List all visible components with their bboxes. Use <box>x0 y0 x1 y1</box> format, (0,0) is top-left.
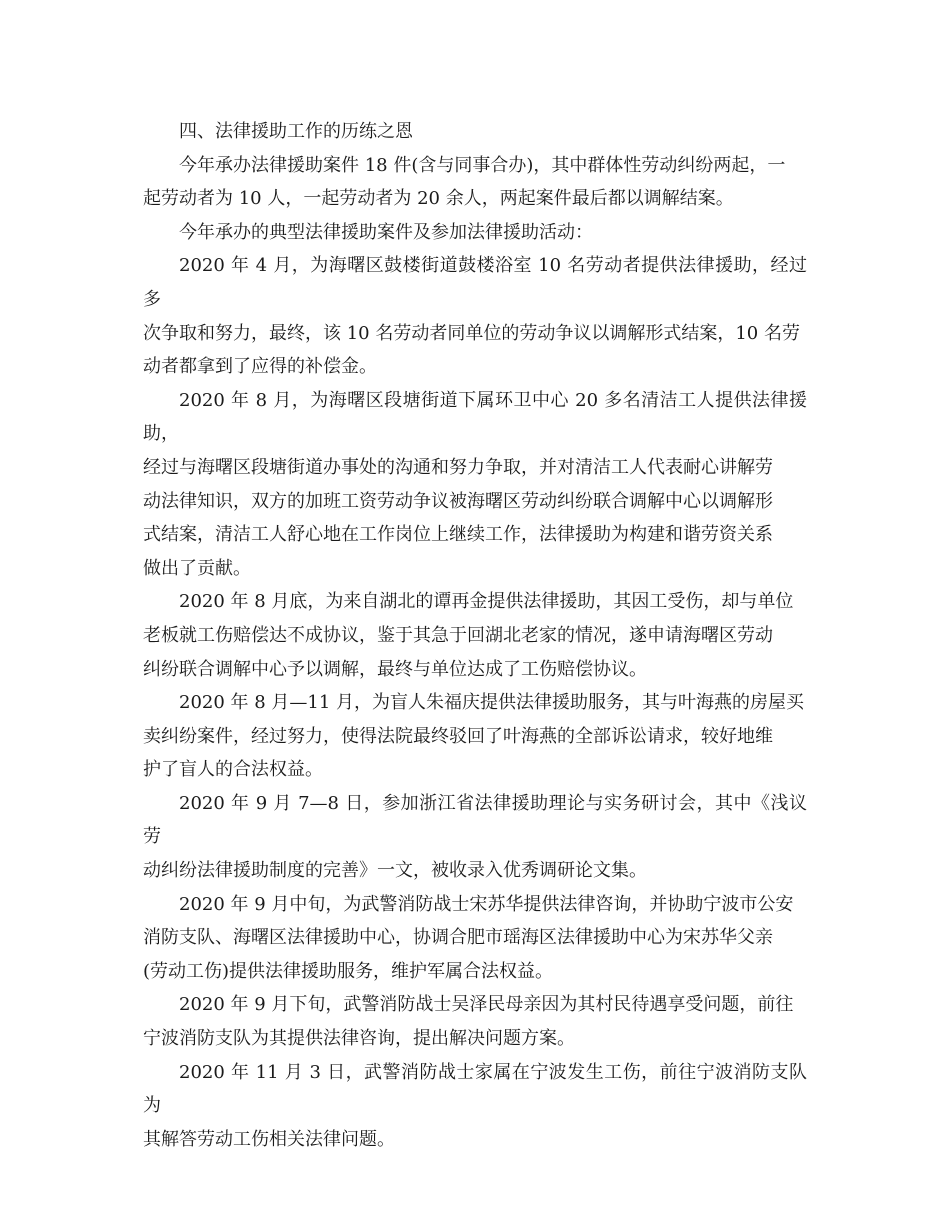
paragraph-seminar: 2020 年 9 月 7—8 日，参加浙江省法律援助理论与实务研讨会，其中《浅议劳 动纠纷法律援助制度的完善》一文，被收录入优秀调研论文集。 <box>143 792 807 882</box>
paragraph-case-count: 今年承办法律援助案件 18 件(含与同事合办)，其中群体性劳动纠纷两起，一 起劳动者为 10 人，一起劳动者为 20 余人，两起案件最后都以调解结案。 <box>143 154 786 210</box>
paragraph-case-august-sanitation: 2020 年 8 月，为海曙区段塘街道下属环卫中心 20 多名清洁工人提供法律援助， 经过与海曙区段塘街道办事处的沟通和努力争取，并对清洁工人代表耐心讲解劳 动法律知识，双方的加班工资劳动争议被海曙区劳动纠纷联合调解中心以调解形 式结案，清洁工人舒心地在工作岗位上继续工作，法律援助为构建和谐劳资关系 做出了贡献。 <box>143 389 807 579</box>
document-body <box>143 115 807 1156</box>
paragraph-case-september-late: 2020 年 9 月下旬，武警消防战士吴泽民母亲因为其村民待遇享受问题，前往 宁波消防支队为其提供法律咨询，提出解决问题方案。 <box>143 994 794 1050</box>
paragraph-case-september-mid: 2020 年 9 月中旬，为武警消防战士宋苏华提供法律咨询，并协助宁波市公安 消防支队、海曙区法律援助中心，协调合肥市瑶海区法律援助中心为宋苏华父亲 (劳动工伤)提供法律援助服务，维护军属合法权益。 <box>143 893 794 982</box>
paragraph-typical-cases-intro: 今年承办的典型法律援助案件及参加法律援助活动： <box>179 221 593 243</box>
paragraph-case-november: 2020 年 11 月 3 日，武警消防战士家属在宁波发生工伤，前往宁波消防支队为 其解答劳动工伤相关法律问题。 <box>143 1061 807 1150</box>
section-heading: 四、法律援助工作的历练之恩 <box>179 121 413 142</box>
paragraph-case-blind-client: 2020 年 8 月—11 月，为盲人朱福庆提供法律援助服务，其与叶海燕的房屋买 卖纠纷案件，经过努力，使得法院最终驳回了叶海燕的全部诉讼请求，较好地维 护了盲人的合法权益。 <box>143 692 805 781</box>
paragraph-case-august-injury: 2020 年 8 月底，为来自湖北的谭再金提供法律援助，其因工受伤，却与单位 老板就工伤赔偿达不成协议，鉴于其急于回湖北老家的情况，遂申请海曙区劳动 纠纷联合调解中心予以调解，最终与单位达成了工伤赔偿协议。 <box>143 591 794 680</box>
paragraph-case-april-bathhouse: 2020 年 4 月，为海曙区鼓楼街道鼓楼浴室 10 名劳动者提供法律援助，经过多 次争取和努力，最终，该 10 名劳动者同单位的劳动争议以调解形式结案，10 名劳 动者都拿到了应得的补偿金。 <box>143 255 807 378</box>
